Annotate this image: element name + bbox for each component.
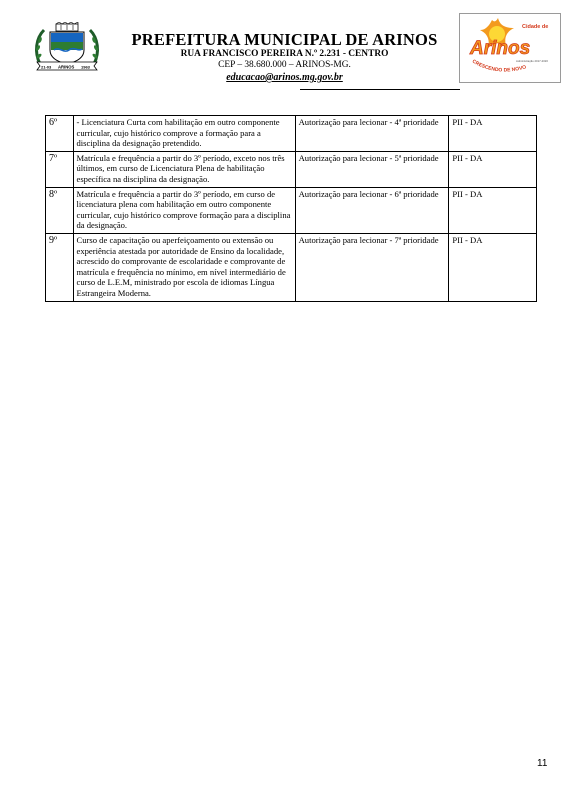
row-order-cell: 6º [46,116,74,152]
row-order-cell: 7º [46,151,74,187]
coat-of-arms-icon [34,22,100,72]
row-code-cell: PII - DA [449,187,537,233]
table-row [46,187,537,233]
row-code-cell: PII - DA [449,151,537,187]
row-description-cell: Curso de capacitação ou aperfeiçoamento ou extensão ou experiência atestada por autoridade de Ensino da localidade, acrescido do comprovante de escolaridade e comprovante de matrícula e frequência no mínimo, em nível intermediário de curso de L.E.M, ministrado por escola de idiomas Língua Estrangeira Moderna. [73,233,295,301]
cep-line: CEP – 38.680.000 – ARINOS-MG. [218,59,351,70]
row-order-cell: 8º [46,187,74,233]
row-authorization-cell: Autorização para lecionar - 5ª prioridade [295,151,449,187]
email-link[interactable]: educacao@arinos.mg.gov.br [226,72,343,83]
arinos-brand-logo-icon [459,13,561,83]
address-line: RUA FRANCISCO PEREIRA N.º 2.231 - CENTRO [180,49,389,59]
table-row [46,233,537,301]
crest-banner-text: ARINOS [58,64,75,70]
logo-brand-text: Arinos [470,38,531,59]
table-row [46,151,537,187]
logo-years: Administração 2017-2020 [516,59,548,63]
row-order-cell: 9º [46,233,74,301]
row-description-cell: Matrícula e frequência a partir do 3º período, exceto nos três últimos, em curso de Licenciatura Plena de habilitação específica na disciplina da designação. [73,151,295,187]
row-authorization-cell: Autorização para lecionar - 6ª prioridade [295,187,449,233]
row-authorization-cell: Autorização para lecionar - 4ª prioridade [295,116,449,152]
crest-right-year: 1963 [81,64,90,70]
page-header [0,0,582,100]
header-divider [300,89,460,90]
logo-slogan: CRESCENDO DE NOVO [470,58,527,74]
page-number: 11 [537,758,548,769]
logo-small-top: Cidade de [522,24,549,30]
row-authorization-cell: Autorização para lecionar - 7ª prioridade [295,233,449,301]
page-title: PREFEITURA MUNICIPAL DE ARINOS [131,30,438,49]
header-text-block [112,30,457,84]
row-code-cell: PII - DA [449,116,537,152]
row-description-cell: Matrícula e frequência a partir do 3º período, em curso de licenciatura plena com habilitação em outro componente curricular, cujo histórico comprove formação para a disciplina da designação. [73,187,295,233]
crest-left-year: 21-03 [41,64,52,70]
table-row [46,116,537,152]
requirements-table [45,115,537,302]
row-description-cell: - Licenciatura Curta com habilitação em outro componente curricular, cujo histórico comprove a formação para a disciplina da designação pretendido. [73,116,295,152]
row-code-cell: PII - DA [449,233,537,301]
